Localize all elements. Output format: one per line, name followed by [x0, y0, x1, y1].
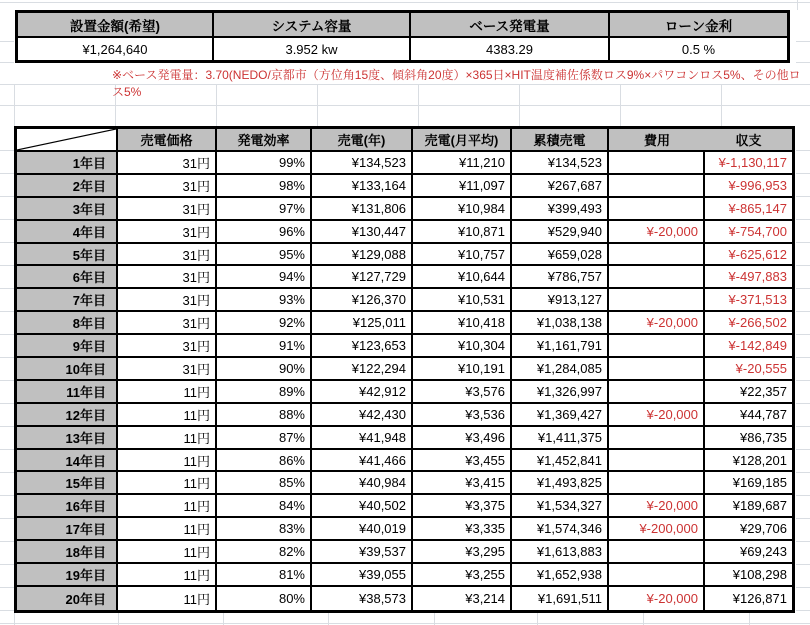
balance-cell[interactable]: ¥128,201 [705, 450, 792, 473]
grid-line [0, 518, 14, 519]
balance-cell[interactable]: ¥-497,883 [705, 266, 792, 289]
grid-line [796, 380, 810, 381]
price-cell[interactable]: 11円 [118, 587, 217, 610]
loan-rate-value-cell[interactable]: 0.5 % [681, 41, 716, 57]
monthly-sales-cell[interactable]: ¥3,255 [413, 564, 512, 587]
year-cell[interactable]: 20年目 [17, 587, 118, 610]
column-header-monthly-sales[interactable]: 売電(月平均) [413, 129, 512, 152]
grid-line [0, 357, 14, 358]
grid-line [796, 403, 810, 404]
efficiency-cell[interactable]: 93% [217, 289, 312, 312]
table-row [17, 541, 792, 564]
efficiency-cell[interactable]: 99% [217, 152, 312, 175]
cumulative-sales-cell[interactable]: ¥529,940 [512, 221, 609, 244]
grid-line [749, 612, 750, 625]
efficiency-cell[interactable]: 81% [217, 564, 312, 587]
cost-cell[interactable] [609, 381, 705, 404]
base-generation-note: ※ベース発電量：3.70(NEDO/京都市（方位角15度、傾斜角20度）×365日×HIT温度補佐係数ロス9%×パワコンロス5%、その他ロス5% [112, 68, 801, 99]
cumulative-sales-cell[interactable]: ¥1,284,085 [512, 358, 609, 381]
system-capacity-header-cell[interactable]: システム容量 [214, 13, 411, 38]
price-cell[interactable]: 11円 [118, 564, 217, 587]
grid-line [223, 612, 224, 625]
column-header-cost[interactable]: 費用 [609, 129, 705, 152]
install-cost-value-cell[interactable]: ¥1,264,640 [18, 38, 214, 60]
annual-sales-cell[interactable]: ¥40,019 [312, 518, 413, 541]
grid-line [797, 0, 798, 10]
monthly-sales-cell[interactable]: ¥3,536 [413, 404, 512, 427]
monthly-sales-cell[interactable]: ¥10,304 [413, 335, 512, 358]
grid-line [0, 288, 14, 289]
year-cell[interactable]: 12年目 [17, 404, 118, 427]
cost-cell[interactable] [609, 152, 705, 175]
table-row [17, 450, 792, 473]
table-row [17, 289, 792, 312]
price-cell[interactable]: 31円 [118, 221, 217, 244]
balance-cell[interactable]: ¥-996,953 [705, 175, 792, 198]
cumulative-sales-cell[interactable]: ¥1,691,511 [512, 587, 609, 610]
efficiency-cell[interactable]: 89% [217, 381, 312, 404]
balance-cell[interactable]: ¥169,185 [705, 472, 792, 495]
balance-cell[interactable]: ¥22,357 [705, 381, 792, 404]
grid-line [796, 334, 810, 335]
cost-cell[interactable]: ¥-20,000 [609, 312, 705, 335]
table-row [17, 244, 792, 267]
monthly-sales-cell[interactable]: ¥3,375 [413, 495, 512, 518]
table-row [17, 221, 792, 244]
grid-line [0, 173, 14, 174]
grid-line [0, 41, 14, 42]
cost-cell[interactable] [609, 450, 705, 473]
annual-sales-cell[interactable]: ¥125,011 [312, 312, 413, 335]
year-cell[interactable]: 1年目 [17, 152, 118, 175]
year-cell[interactable]: 16年目 [17, 495, 118, 518]
cumulative-sales-cell[interactable]: ¥659,028 [512, 244, 609, 267]
table-row [17, 427, 792, 450]
annual-sales-cell[interactable]: ¥39,537 [312, 541, 413, 564]
monthly-sales-cell[interactable]: ¥11,210 [413, 152, 512, 175]
annual-sales-cell[interactable]: ¥41,466 [312, 450, 413, 473]
grid-line [0, 150, 14, 151]
price-cell[interactable]: 11円 [118, 541, 217, 564]
monthly-sales-cell[interactable]: ¥10,757 [413, 244, 512, 267]
cumulative-sales-cell[interactable]: ¥1,326,997 [512, 381, 609, 404]
cumulative-sales-cell[interactable]: ¥1,038,138 [512, 312, 609, 335]
price-cell[interactable]: 31円 [118, 152, 217, 175]
price-cell[interactable]: 31円 [118, 244, 217, 267]
grid-line [14, 84, 15, 126]
cost-cell[interactable] [609, 564, 705, 587]
price-cell[interactable]: 31円 [118, 312, 217, 335]
annual-sales-cell[interactable]: ¥42,912 [312, 381, 413, 404]
grid-line [796, 541, 810, 542]
info-header-row [18, 13, 787, 38]
grid-line [796, 472, 810, 473]
cost-cell[interactable]: ¥-20,000 [609, 587, 705, 610]
cost-cell[interactable] [609, 541, 705, 564]
efficiency-cell[interactable]: 85% [217, 472, 312, 495]
cost-cell[interactable]: ¥-20,000 [609, 404, 705, 427]
monthly-sales-cell[interactable]: ¥10,871 [413, 221, 512, 244]
year-cell[interactable]: 10年目 [17, 358, 118, 381]
grid-line [796, 449, 810, 450]
cumulative-sales-cell[interactable]: ¥134,523 [512, 152, 609, 175]
cost-cell[interactable]: ¥-20,000 [609, 495, 705, 518]
efficiency-cell[interactable]: 92% [217, 312, 312, 335]
table-row [17, 472, 792, 495]
cumulative-sales-cell[interactable]: ¥913,127 [512, 289, 609, 312]
sales-projection-table [14, 126, 795, 613]
annual-sales-cell[interactable]: ¥122,294 [312, 358, 413, 381]
annual-sales-cell[interactable]: ¥133,164 [312, 175, 413, 198]
column-header-price[interactable]: 売電価格 [118, 129, 217, 152]
table-row [17, 587, 792, 610]
table-row [17, 175, 792, 198]
balance-cell[interactable]: ¥-20,555 [705, 358, 792, 381]
monthly-sales-cell[interactable]: ¥10,644 [413, 266, 512, 289]
grid-line [796, 311, 810, 312]
efficiency-cell[interactable]: 95% [217, 244, 312, 267]
annual-sales-cell[interactable]: ¥130,447 [312, 221, 413, 244]
monthly-sales-cell[interactable]: ¥10,531 [413, 289, 512, 312]
cumulative-sales-cell[interactable]: ¥1,613,883 [512, 541, 609, 564]
grid-line [796, 426, 810, 427]
cost-cell[interactable]: ¥-20,000 [609, 221, 705, 244]
year-cell[interactable]: 8年目 [17, 312, 118, 335]
grid-line [0, 564, 14, 565]
grid-line [0, 62, 14, 63]
grid-line [796, 196, 810, 197]
grid-line [0, 196, 14, 197]
grid-line [796, 242, 810, 243]
price-cell[interactable]: 11円 [118, 450, 217, 473]
column-header-cumulative-sales[interactable]: 累積売電 [512, 129, 609, 152]
annual-sales-cell[interactable]: ¥40,984 [312, 472, 413, 495]
monthly-sales-cell[interactable]: ¥3,415 [413, 472, 512, 495]
annual-sales-cell[interactable]: ¥129,088 [312, 244, 413, 267]
grid-line [0, 380, 14, 381]
grid-line [796, 265, 810, 266]
base-generation-header-cell[interactable]: ベース発電量 [411, 13, 610, 38]
cumulative-sales-cell[interactable]: ¥1,652,938 [512, 564, 609, 587]
sales-table-body [17, 152, 792, 610]
cost-cell[interactable] [609, 335, 705, 358]
efficiency-cell[interactable]: 87% [217, 427, 312, 450]
grid-line [0, 623, 810, 624]
efficiency-cell[interactable]: 80% [217, 587, 312, 610]
grid-line [796, 62, 810, 63]
monthly-sales-cell[interactable]: ¥3,455 [413, 450, 512, 473]
year-cell[interactable]: 15年目 [17, 472, 118, 495]
table-row [17, 198, 792, 221]
column-header-efficiency[interactable]: 発電効率 [217, 129, 312, 152]
price-cell[interactable]: 11円 [118, 381, 217, 404]
annual-sales-cell[interactable]: ¥131,806 [312, 198, 413, 221]
table-row [17, 564, 792, 587]
price-cell[interactable]: 31円 [118, 358, 217, 381]
annual-sales-cell[interactable]: ¥41,948 [312, 427, 413, 450]
cumulative-sales-cell[interactable]: ¥1,161,791 [512, 335, 609, 358]
grid-line [537, 612, 538, 625]
balance-cell[interactable]: ¥-865,147 [705, 198, 792, 221]
cumulative-sales-cell[interactable]: ¥267,687 [512, 175, 609, 198]
diagonal-line-icon [17, 129, 116, 150]
info-table [15, 10, 790, 63]
grid-line [0, 403, 14, 404]
info-value-row [18, 38, 787, 60]
monthly-sales-cell[interactable]: ¥3,295 [413, 541, 512, 564]
efficiency-cell[interactable]: 84% [217, 495, 312, 518]
column-header-annual-sales[interactable]: 売電(年) [312, 129, 413, 152]
grid-line [643, 612, 644, 625]
efficiency-cell[interactable]: 83% [217, 518, 312, 541]
cost-cell[interactable] [609, 427, 705, 450]
annual-sales-cell[interactable]: ¥127,729 [312, 266, 413, 289]
table-row [17, 335, 792, 358]
cumulative-sales-cell[interactable]: ¥1,452,841 [512, 450, 609, 473]
cost-cell[interactable] [609, 358, 705, 381]
cumulative-sales-cell[interactable]: ¥1,493,825 [512, 472, 609, 495]
balance-cell[interactable]: ¥-266,502 [705, 312, 792, 335]
grid-line [796, 564, 810, 565]
cumulative-sales-cell[interactable]: ¥786,757 [512, 266, 609, 289]
year-cell[interactable]: 19年目 [17, 564, 118, 587]
cumulative-sales-cell[interactable]: ¥1,369,427 [512, 404, 609, 427]
grid-line [796, 150, 810, 151]
cumulative-sales-cell[interactable]: ¥1,574,346 [512, 518, 609, 541]
annual-sales-cell[interactable]: ¥134,523 [312, 152, 413, 175]
efficiency-cell[interactable]: 86% [217, 450, 312, 473]
monthly-sales-cell[interactable]: ¥11,097 [413, 175, 512, 198]
install-cost-header-cell[interactable]: 設置金額(希望) [18, 13, 214, 38]
balance-cell[interactable]: ¥-371,513 [705, 289, 792, 312]
price-cell[interactable]: 11円 [118, 518, 217, 541]
year-cell[interactable]: 5年目 [17, 244, 118, 267]
year-cell[interactable]: 18年目 [17, 541, 118, 564]
grid-line [0, 541, 14, 542]
grid-line [0, 334, 14, 335]
year-cell[interactable]: 17年目 [17, 518, 118, 541]
balance-cell[interactable]: ¥44,787 [705, 404, 792, 427]
price-cell[interactable]: 31円 [118, 175, 217, 198]
balance-cell[interactable]: ¥69,243 [705, 541, 792, 564]
price-cell[interactable]: 11円 [118, 495, 217, 518]
grid-line [796, 288, 810, 289]
balance-cell[interactable]: ¥-1,130,117 [705, 152, 792, 175]
grid-line [0, 610, 14, 611]
corner-cell[interactable] [17, 129, 118, 152]
efficiency-cell[interactable]: 91% [217, 335, 312, 358]
efficiency-cell[interactable]: 97% [217, 198, 312, 221]
annual-sales-cell[interactable]: ¥42,430 [312, 404, 413, 427]
balance-cell[interactable]: ¥-754,700 [705, 221, 792, 244]
balance-cell[interactable]: ¥-142,849 [705, 335, 792, 358]
efficiency-cell[interactable]: 98% [217, 175, 312, 198]
year-cell[interactable]: 2年目 [17, 175, 118, 198]
monthly-sales-cell[interactable]: ¥10,984 [413, 198, 512, 221]
monthly-sales-cell[interactable]: ¥10,191 [413, 358, 512, 381]
balance-cell[interactable]: ¥108,298 [705, 564, 792, 587]
grid-line [118, 612, 119, 625]
efficiency-cell[interactable]: 88% [217, 404, 312, 427]
grid-line [0, 265, 14, 266]
monthly-sales-cell[interactable]: ¥3,576 [413, 381, 512, 404]
annual-sales-cell[interactable]: ¥38,573 [312, 587, 413, 610]
grid-line [0, 587, 14, 588]
cumulative-sales-cell[interactable]: ¥1,411,375 [512, 427, 609, 450]
column-header-balance[interactable]: 収支 [705, 129, 792, 152]
table-row [17, 495, 792, 518]
year-cell[interactable]: 7年目 [17, 289, 118, 312]
grid-line [796, 219, 810, 220]
table-row [17, 266, 792, 289]
grid-line [796, 610, 810, 611]
efficiency-cell[interactable]: 96% [217, 221, 312, 244]
grid-line [796, 357, 810, 358]
cumulative-sales-cell[interactable]: ¥1,534,327 [512, 495, 609, 518]
grid-line [0, 426, 14, 427]
annual-sales-cell[interactable]: ¥40,502 [312, 495, 413, 518]
cost-cell[interactable] [609, 289, 705, 312]
grid-line [796, 495, 810, 496]
year-cell[interactable]: 11年目 [17, 381, 118, 404]
annual-sales-cell[interactable]: ¥123,653 [312, 335, 413, 358]
grid-line [328, 612, 329, 625]
cost-cell[interactable] [609, 472, 705, 495]
grid-line [434, 612, 435, 625]
column-header-row [17, 129, 792, 152]
monthly-sales-cell[interactable]: ¥3,496 [413, 427, 512, 450]
monthly-sales-cell[interactable]: ¥3,335 [413, 518, 512, 541]
grid-line [0, 311, 14, 312]
price-cell[interactable]: 31円 [118, 289, 217, 312]
price-cell[interactable]: 11円 [118, 427, 217, 450]
price-cell[interactable]: 11円 [118, 404, 217, 427]
cost-cell[interactable] [609, 244, 705, 267]
year-cell[interactable]: 3年目 [17, 198, 118, 221]
efficiency-cell[interactable]: 90% [217, 358, 312, 381]
year-cell[interactable]: 4年目 [17, 221, 118, 244]
table-row [17, 404, 792, 427]
balance-cell[interactable]: ¥86,735 [705, 427, 792, 450]
grid-line [0, 105, 810, 106]
grid-line [0, 242, 14, 243]
price-cell[interactable]: 11円 [118, 472, 217, 495]
cost-cell[interactable] [609, 175, 705, 198]
price-cell[interactable]: 31円 [118, 335, 217, 358]
table-row [17, 312, 792, 335]
table-row [17, 518, 792, 541]
table-row [17, 152, 792, 175]
efficiency-cell[interactable]: 94% [217, 266, 312, 289]
system-capacity-value-cell[interactable]: 3.952 kw [214, 38, 411, 60]
balance-cell[interactable]: ¥189,687 [705, 495, 792, 518]
grid-line [796, 173, 810, 174]
grid-line [0, 2, 810, 3]
monthly-sales-cell[interactable]: ¥3,214 [413, 587, 512, 610]
grid-line [796, 41, 810, 42]
grid-line [0, 472, 14, 473]
balance-cell[interactable]: ¥29,706 [705, 518, 792, 541]
price-cell[interactable]: 31円 [118, 198, 217, 221]
year-cell[interactable]: 13年目 [17, 427, 118, 450]
grid-line [796, 518, 810, 519]
loan-rate-header-cell[interactable]: ローン金利 [610, 13, 787, 38]
grid-line [0, 219, 14, 220]
cost-cell[interactable] [609, 198, 705, 221]
table-row [17, 358, 792, 381]
grid-line [14, 612, 15, 625]
year-cell[interactable]: 9年目 [17, 335, 118, 358]
balance-cell[interactable]: ¥126,871 [732, 590, 787, 606]
year-cell[interactable]: 14年目 [17, 450, 118, 473]
grid-line [0, 495, 14, 496]
annual-sales-cell[interactable]: ¥126,370 [312, 289, 413, 312]
efficiency-cell[interactable]: 82% [217, 541, 312, 564]
year-cell[interactable]: 6年目 [17, 266, 118, 289]
monthly-sales-cell[interactable]: ¥10,418 [413, 312, 512, 335]
balance-cell[interactable]: ¥-625,612 [705, 244, 792, 267]
cost-cell[interactable] [609, 266, 705, 289]
grid-line [796, 587, 810, 588]
base-generation-value-cell[interactable]: 4383.29 [411, 38, 610, 60]
grid-line [0, 449, 14, 450]
cumulative-sales-cell[interactable]: ¥399,493 [512, 198, 609, 221]
price-cell[interactable]: 31円 [118, 266, 217, 289]
cost-cell[interactable]: ¥-200,000 [609, 518, 705, 541]
table-row [17, 381, 792, 404]
annual-sales-cell[interactable]: ¥39,055 [312, 564, 413, 587]
